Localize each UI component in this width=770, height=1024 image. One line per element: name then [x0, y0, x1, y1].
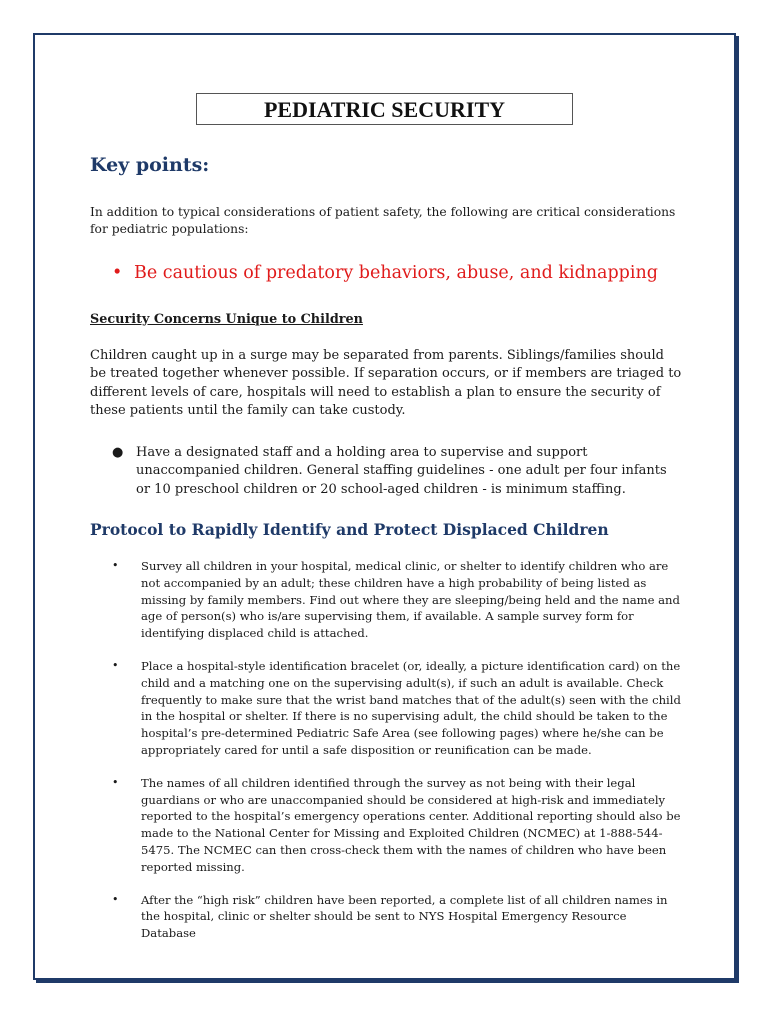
alert-bullet-text: Be cautious of predatory behaviors, abuse, and kidnapping — [134, 263, 658, 283]
bullet-icon: ● — [112, 445, 124, 460]
list-item-text: Survey all children in your hospital, medical clinic, or shelter to identify children who are not accompanied by an adult; these children have a high probability of being listed as missing by family members. Find out where they are sleeping/being held and the name and age of person(s) who is/are supervising them, if available. A sample survey form for identifying displaced child is attached. — [141, 559, 680, 641]
list-item-text: The names of all children identified through the survey as not being with their legal guardians or who are unaccompanied should be considered at high-risk and immediately reported to the hospital’s emergency operations center. Additional reporting should also be made to the National Center for Missing and Exploited Children (NCMEC) at 1-888-544-5475. The NCMEC can then cross-check them with the names of children who have been reported missing. — [141, 775, 681, 874]
bullet-icon: • — [112, 263, 123, 283]
list-item-text: After the “high risk” children have been reported, a complete list of all children names in the hospital, clinic or shelter should be sent to NYS Hospital Emergency Resource Database — [141, 892, 668, 941]
bullet-icon: • — [112, 775, 119, 789]
list-item — [112, 558, 684, 642]
protocol-list — [112, 558, 684, 958]
intro-text: In addition to typical considerations of patient safety, the following are critical considerations for pediatric populations: — [90, 205, 676, 236]
protocol-heading: Protocol to Rapidly Identify and Protect Displaced Children — [90, 520, 609, 539]
list-item-text: Place a hospital-style identification bracelet (or, ideally, a picture identification card) on the child and a matching one on the supervising adult(s), if such an adult is available. Check frequently to make sure that the wrist band matches that of the adult(s) seen with the child in the hospital or shelter. If there is no supervising adult, the child should be taken to the hospital’s pre-determined Pediatric Safe Area (see following pages) where he/she can be appropriately cared for until a safe disposition or reunification can be made. — [141, 658, 681, 757]
staffing-bullet-text: Have a designated staff and a holding area to supervise and support unaccompanied children. General staffing guidelines - one adult per four infants or 10 preschool children or 20 school-aged children - is minimum staffing. — [136, 445, 667, 497]
bullet-icon: • — [112, 559, 119, 572]
staffing-bullet — [112, 444, 682, 499]
page-title: PEDIATRIC SECURITY — [196, 93, 573, 125]
security-paragraph: Children caught up in a surge may be separated from parents. Siblings/families should be treated together whenever possible. If separation occurs, or if members are triaged to different levels of care, hospitals will need to establish a plan to ensure the security of these patients until the family can take custody. — [90, 348, 682, 418]
list-item — [112, 775, 684, 876]
list-item — [112, 658, 684, 759]
bullet-icon: • — [112, 892, 119, 906]
security-concerns-heading: Security Concerns Unique to Children — [90, 312, 363, 327]
alert-bullet — [112, 263, 672, 283]
list-item — [112, 892, 684, 942]
key-points-heading: Key points: — [90, 154, 210, 176]
bullet-icon: • — [112, 658, 119, 672]
